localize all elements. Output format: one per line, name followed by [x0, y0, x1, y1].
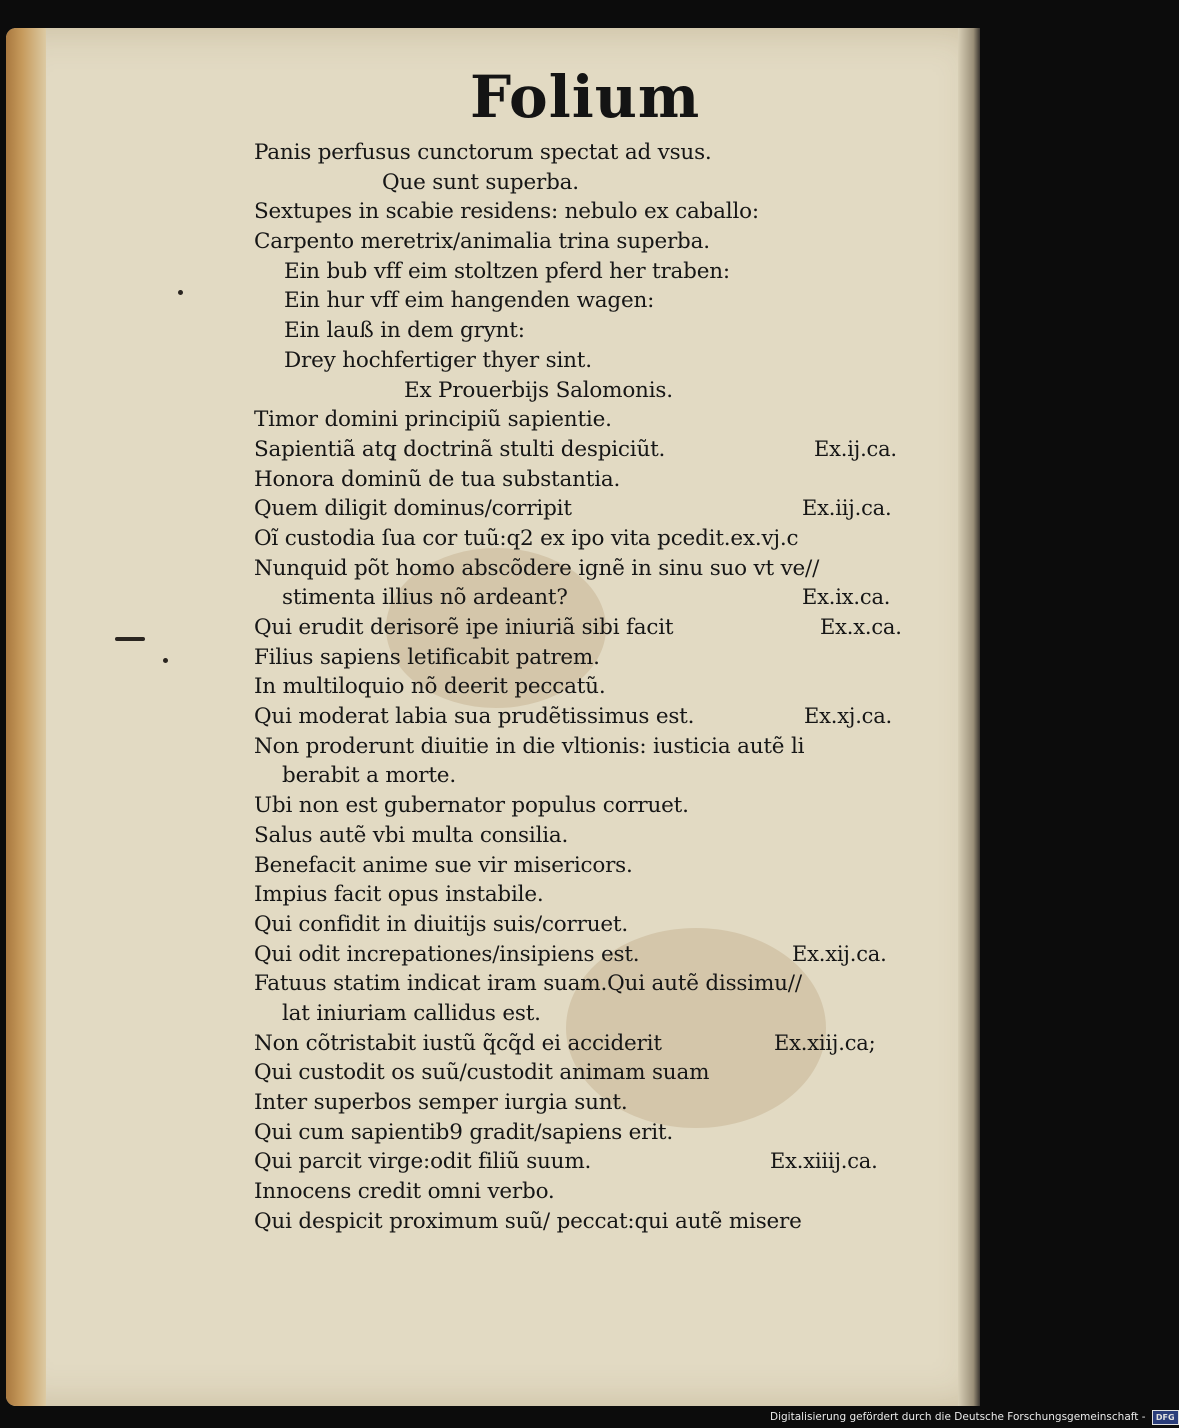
- line-text: Qui moderat labia sua prudẽtissimus est.: [254, 704, 695, 730]
- text-line: [254, 643, 944, 673]
- line-text: Fatuus statim indicat iram suam.Qui autẽ dissimu//: [254, 971, 802, 997]
- text-block: [254, 138, 944, 1236]
- line-text: Quem diligit dominus/corripit: [254, 496, 572, 522]
- text-line: [254, 910, 944, 940]
- line-text: Ein bub vff eim stoltzen pferd her traben:: [284, 258, 730, 284]
- text-line: [254, 672, 944, 702]
- line-text: Qui despicit proximum suũ/ peccat:qui autẽ misere: [254, 1208, 802, 1234]
- text-line: [254, 138, 944, 168]
- text-line: [254, 316, 944, 346]
- text-line: [254, 1029, 944, 1059]
- line-text: Non cõtristabit iustũ q̃cq̃d ei acciderit: [254, 1030, 662, 1056]
- line-text: In multiloquio nõ deerit peccatũ.: [254, 674, 606, 700]
- text-line: [254, 257, 944, 287]
- chapter-reference: Ex.xij.ca.: [792, 941, 887, 966]
- chapter-reference: Ex.xiij.ca;: [774, 1030, 876, 1055]
- line-text: Nunquid põt homo abscõdere ignẽ in sinu suo vt ve//: [254, 555, 820, 581]
- line-text: Honora dominũ de tua substantia.: [254, 466, 621, 492]
- text-line: [254, 1088, 944, 1118]
- line-text: lat iniuriam callidus est.: [282, 1000, 541, 1026]
- text-line: [254, 613, 944, 643]
- text-line: [254, 761, 944, 791]
- text-line: [254, 197, 944, 227]
- text-line: [254, 999, 944, 1029]
- line-text: Qui erudit derisorẽ ipe iniuriã sibi facit: [254, 615, 674, 640]
- line-text: Panis perfusus cunctorum spectat ad vsus.: [254, 140, 712, 165]
- line-text: Salus autẽ vbi multa consilia.: [254, 822, 569, 848]
- line-text: stimenta illius nõ ardeant?: [282, 585, 568, 611]
- text-line: [254, 702, 944, 732]
- chapter-reference: Ex.iij.ca.: [802, 496, 892, 521]
- text-line: [254, 465, 944, 495]
- ink-mark: [115, 637, 145, 641]
- text-line: [254, 435, 944, 465]
- line-text: Inter superbos semper iurgia sunt.: [254, 1090, 628, 1115]
- chapter-reference: Ex.ij.ca.: [814, 436, 897, 461]
- chapter-reference: Ex.xj.ca.: [804, 704, 893, 729]
- text-line: [254, 851, 944, 881]
- text-line: [254, 1207, 944, 1237]
- chapter-reference: Ex.ix.ca.: [802, 585, 891, 610]
- line-text: Qui parcit virge:odit filiũ suum.: [254, 1149, 592, 1175]
- line-text: Sextupes in scabie residens: nebulo ex caballo:: [254, 199, 759, 225]
- footer-text: Digitalisierung gefördert durch die Deutsche Forschungsgemeinschaft -: [770, 1411, 1146, 1423]
- text-line: [254, 494, 944, 524]
- page-edge: [6, 28, 46, 1406]
- line-text: Ubi non est gubernator populus corruet.: [254, 793, 689, 819]
- text-line: [254, 227, 944, 257]
- line-text: Que sunt superba.: [382, 169, 579, 195]
- line-text: Ein hur vff eim hangenden wagen:: [284, 288, 655, 314]
- chapter-reference: Ex.x.ca.: [820, 615, 902, 639]
- text-line: [254, 791, 944, 821]
- line-text: Qui odit increpationes/insipiens est.: [254, 941, 640, 967]
- text-line: [254, 376, 944, 406]
- chapter-reference: Ex.xiiij.ca.: [770, 1149, 878, 1174]
- line-text: Ex Prouerbijs Salomonis.: [404, 377, 673, 403]
- line-text: Innocens credit omni verbo.: [254, 1179, 555, 1205]
- text-line: [254, 524, 944, 554]
- text-line: [254, 732, 944, 762]
- text-line: [254, 346, 944, 376]
- line-text: Qui confidit in diuitijs suis/corruet.: [254, 911, 628, 937]
- text-line: [254, 940, 944, 970]
- line-text: Qui custodit os suũ/custodit animam suam: [254, 1060, 710, 1086]
- dfg-logo: DFG: [1152, 1410, 1179, 1425]
- footer-bar: [770, 1406, 1175, 1428]
- text-line: [254, 969, 944, 999]
- text-line: [254, 1058, 944, 1088]
- line-text: Non proderunt diuitie in die vltionis: iusticia autẽ li: [254, 733, 805, 759]
- line-text: Timor domini principiũ sapientie.: [254, 407, 612, 433]
- text-line: [254, 583, 944, 613]
- page-heading: Folium: [470, 63, 701, 131]
- line-text: Sapientiã atq̧ doctrinã stulti despiciũt.: [254, 436, 666, 462]
- line-text: Carpento meretrix/animalia trina superba.: [254, 229, 710, 255]
- text-line: [254, 286, 944, 316]
- text-line: [254, 168, 944, 198]
- line-text: Benefacit anime sue vir misericors.: [254, 852, 633, 878]
- ink-dot: [163, 658, 168, 663]
- line-text: Ein lauß in dem grynt:: [284, 318, 525, 344]
- text-line: [254, 554, 944, 584]
- text-line: [254, 1147, 944, 1177]
- text-line: [254, 1177, 944, 1207]
- line-text: berabit a morte.: [282, 763, 456, 789]
- line-text: Filius sapiens letificabit patrem.: [254, 644, 600, 670]
- book-gutter: [958, 28, 980, 1406]
- text-line: [254, 821, 944, 851]
- text-line: [254, 880, 944, 910]
- text-line: [254, 405, 944, 435]
- line-text: Impius facit opus instabile.: [254, 882, 544, 908]
- line-text: Oĩ custodia ſua cor tuũ:q2 ex ipo vita pcedit.ex.vj.c: [254, 525, 799, 551]
- text-line: [254, 1118, 944, 1148]
- line-text: Qui cum sapientib9 gradit/sapiens erit.: [254, 1119, 674, 1145]
- ink-dot: [178, 290, 183, 295]
- line-text: Drey hochfertiger thyer sint.: [284, 347, 592, 373]
